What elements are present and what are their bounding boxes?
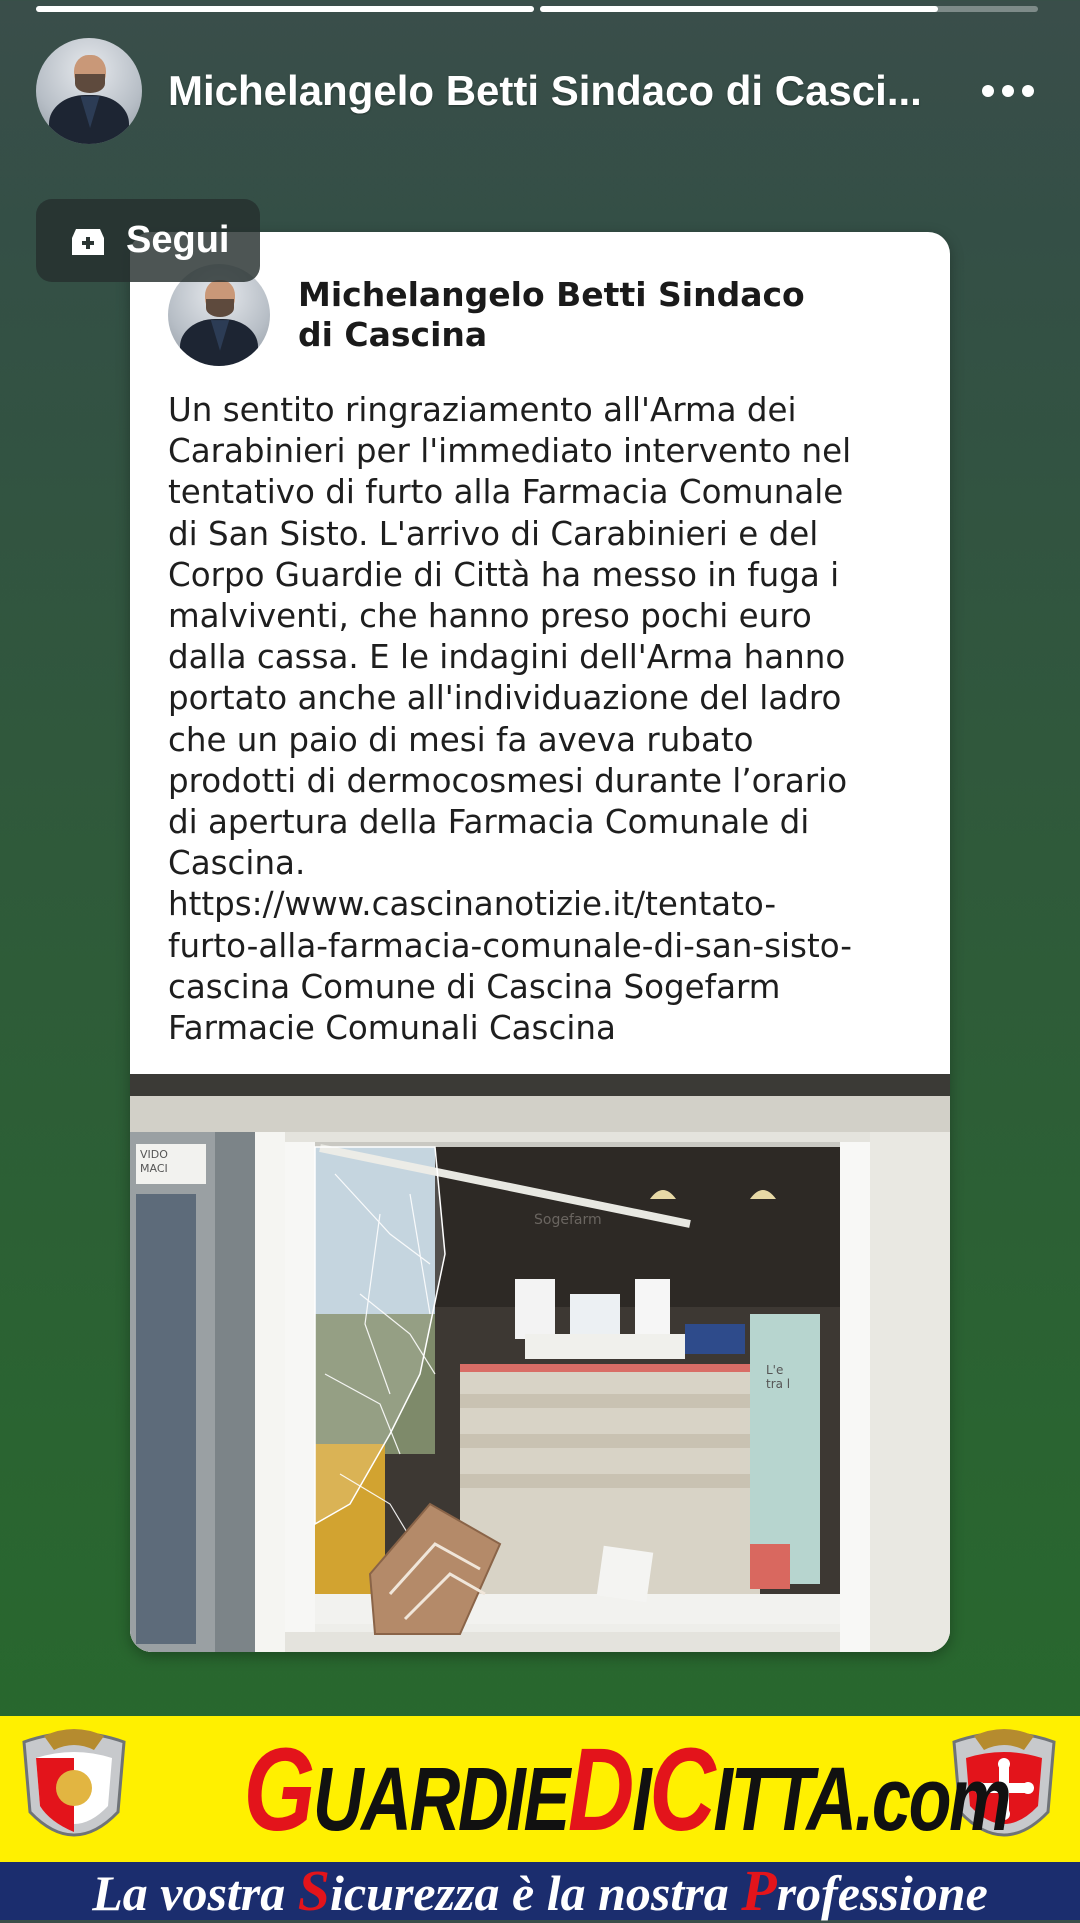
post-author-line-2: di Cascina (298, 315, 488, 354)
story-progress-2 (540, 6, 1038, 12)
photo-poster-line-1: L'e (766, 1363, 784, 1377)
shield-emblem-icon (14, 1724, 134, 1858)
story-author-name[interactable]: Michelangelo Betti Sindaco di Casci... (168, 67, 922, 114)
author-avatar[interactable] (36, 38, 142, 144)
post-author-name (298, 275, 805, 355)
brand-slogan: La vostra Sicurezza è la nostra Professione (92, 1858, 988, 1923)
shared-post-card[interactable] (130, 232, 950, 1652)
post-header (168, 260, 920, 370)
follow-label: Segui (126, 219, 230, 261)
story-header (36, 36, 1044, 146)
photo-store-sign: Sogefarm (534, 1212, 602, 1228)
photo-sign-line-2: MACI (140, 1162, 168, 1175)
brand-wordmark: GUARDIEDICITTA.com (243, 1724, 1010, 1856)
more-options-icon[interactable] (972, 75, 1044, 107)
guardiedicitta-banner (0, 1716, 1080, 1923)
photo-poster-line-2: tra l (766, 1377, 791, 1391)
follow-icon (70, 225, 106, 257)
photo-sign-line-1: VIDO (140, 1148, 168, 1161)
post-author-line-1: Michelangelo Betti Sindaco (298, 275, 805, 314)
post-text: Un sentito ringraziamento all'Arma dei Carabinieri per l'immediato intervento nel tentativo di furto alla Farmacia Comunale di San Sisto. L'arrivo di Carabinieri e del Corpo Guardie di Città ha messo in fuga i malviventi, che hanno preso pochi euro dalla cassa. E le indagini dell'Arma hanno portato anche all'individuazione del ladro che un paio di mesi fa aveva rubato prodotti di dermocosmesi durante l’orario di apertura della Farmacia Comunale di Cascina. https://www.cascinanotizie.it/tentato- furto-alla-farmacia-comunale-di-san-sisto- cascina Comune di Cascina Sogefarm Farmacie Comunali Cascina (168, 391, 852, 1048)
story-progress-1 (36, 6, 534, 12)
follow-button[interactable] (36, 199, 260, 282)
post-photo (130, 1074, 950, 1652)
